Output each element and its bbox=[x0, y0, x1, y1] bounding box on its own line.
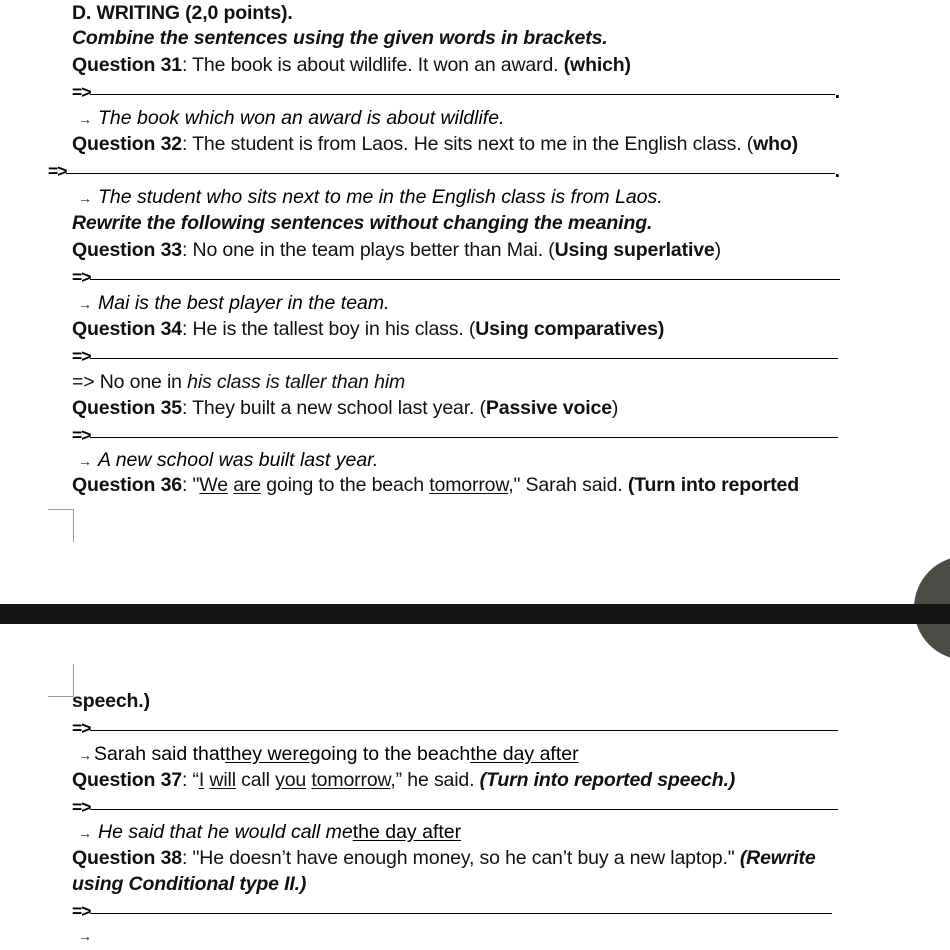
blank-prefix: => bbox=[72, 797, 91, 817]
question-38-text: "He doesn’t have enough money, so he can’t buy a new laptop." bbox=[192, 847, 740, 869]
question-36-answer-underline-2: the day after bbox=[470, 743, 579, 765]
question-37-underline-4: tomorrow bbox=[311, 769, 391, 791]
question-37-colon: : bbox=[181, 769, 193, 791]
question-37-mid-2: call bbox=[235, 769, 276, 791]
question-36-answer bbox=[72, 741, 579, 769]
question-32-label: Question 32 bbox=[72, 133, 182, 155]
blank-prefix: => bbox=[48, 161, 67, 181]
question-33-cue-close: ) bbox=[714, 239, 721, 261]
question-32-colon: : bbox=[181, 133, 193, 155]
question-37-quote-open: “ bbox=[192, 769, 199, 791]
question-33-prompt bbox=[72, 237, 721, 264]
question-36-mid-2: going to the beach bbox=[260, 474, 430, 496]
question-37-answer-italic: He said that he would call me bbox=[98, 821, 353, 843]
arrow-right-icon: → bbox=[78, 190, 92, 206]
question-37-answer-blank[interactable] bbox=[72, 794, 838, 821]
question-37-prompt bbox=[72, 767, 735, 794]
blank-prefix: => bbox=[72, 346, 91, 366]
blank-rule[interactable] bbox=[90, 437, 838, 438]
question-31-prompt bbox=[72, 52, 631, 79]
question-37-underline-1: I bbox=[198, 769, 205, 791]
blank-rule[interactable] bbox=[90, 358, 838, 359]
question-37-cue: (Turn into reported speech.) bbox=[479, 769, 736, 791]
question-36-cue-continued: speech.) bbox=[72, 690, 150, 712]
question-38-colon: : bbox=[181, 847, 193, 869]
section-heading: D. WRITING (2,0 points). bbox=[72, 2, 293, 24]
question-34-prompt bbox=[72, 316, 664, 343]
question-32-cue: who bbox=[753, 133, 792, 155]
question-37-quote-close: ,” bbox=[390, 769, 408, 791]
arrow-right-icon: → bbox=[78, 453, 92, 469]
question-32-prompt bbox=[72, 131, 798, 158]
arrow-right-icon: → bbox=[78, 928, 92, 944]
question-31-cue: (which) bbox=[563, 54, 631, 76]
blank-rule[interactable] bbox=[90, 913, 832, 914]
question-38-cue-continued: using Conditional type II.) bbox=[72, 873, 307, 895]
question-37-answer bbox=[72, 819, 461, 847]
question-36-underline-3: tomorrow bbox=[429, 474, 509, 496]
question-33-label: Question 33 bbox=[72, 239, 182, 261]
question-33-answer bbox=[72, 290, 390, 318]
question-35-answer-blank[interactable] bbox=[72, 422, 838, 449]
question-31-label: Question 31 bbox=[72, 54, 182, 76]
arrow-right-icon: → bbox=[78, 747, 92, 763]
arrow-right-icon: → bbox=[78, 296, 92, 312]
question-36-prompt bbox=[72, 472, 799, 499]
question-32-answer-text: The student who sits next to me in the English class is from Laos. bbox=[98, 186, 663, 208]
blank-prefix: => bbox=[72, 82, 91, 102]
question-35-prompt bbox=[72, 395, 618, 422]
question-34-answer bbox=[72, 369, 405, 396]
blank-rule[interactable] bbox=[90, 279, 840, 280]
question-31-answer-blank[interactable] bbox=[72, 79, 840, 106]
question-35-answer bbox=[72, 447, 378, 475]
question-38-prompt bbox=[72, 845, 816, 872]
question-34-cue-close: ) bbox=[657, 318, 665, 340]
question-34-text: He is the tallest boy in his class. ( bbox=[192, 318, 476, 340]
question-34-colon: : bbox=[181, 318, 193, 340]
blank-end-period: . bbox=[834, 160, 840, 182]
question-36-quote-open: " bbox=[192, 474, 200, 496]
blank-prefix: => bbox=[72, 425, 91, 445]
question-35-cue: Passive voice bbox=[485, 397, 612, 419]
blank-prefix: => bbox=[72, 901, 91, 921]
question-31-answer-text: The book which won an award is about wildlife. bbox=[98, 107, 505, 129]
question-33-text: No one in the team plays better than Mai. ( bbox=[192, 239, 555, 261]
question-35-cue-close: ) bbox=[611, 397, 619, 419]
question-32-answer-blank[interactable] bbox=[48, 158, 840, 185]
question-36-attribution: Sarah said. bbox=[525, 474, 628, 496]
question-32-text: The student is from Laos. He sits next to me in the English class. ( bbox=[192, 133, 754, 155]
question-36-answer-blank[interactable] bbox=[72, 715, 838, 742]
question-33-colon: : bbox=[181, 239, 193, 261]
question-36-answer-part-1: Sarah said that bbox=[94, 743, 226, 765]
question-37-answer-underline: the day after bbox=[352, 821, 462, 843]
question-36-label: Question 36 bbox=[72, 474, 182, 496]
question-37-label: Question 37 bbox=[72, 769, 182, 791]
question-36-quote-close: ," bbox=[508, 474, 526, 496]
page-two bbox=[0, 624, 950, 947]
question-34-label: Question 34 bbox=[72, 318, 182, 340]
question-36-underline-2: are bbox=[233, 474, 261, 496]
question-31-text: The book is about wildlife. It won an award. bbox=[192, 54, 564, 76]
blank-end-period: . bbox=[834, 81, 840, 103]
question-36-colon: : bbox=[181, 474, 193, 496]
page-one-bottom-corner-mark bbox=[48, 509, 74, 547]
instruction-rewrite: Rewrite the following sentences without changing the meaning. bbox=[72, 212, 653, 234]
question-34-cue: Using comparatives bbox=[475, 318, 658, 340]
blank-prefix: => bbox=[72, 718, 91, 738]
question-35-answer-text: A new school was built last year. bbox=[98, 449, 379, 471]
blank-rule[interactable] bbox=[90, 730, 838, 731]
question-33-answer-text: Mai is the best player in the team. bbox=[98, 292, 390, 314]
page-two-top-corner-mark bbox=[48, 659, 74, 697]
page-gap-black-bar bbox=[0, 604, 950, 624]
question-33-cue: Using superlative bbox=[554, 239, 715, 261]
question-34-answer-text: his class is taller than him bbox=[187, 371, 406, 393]
question-35-colon: : bbox=[181, 397, 193, 419]
question-33-answer-blank[interactable] bbox=[72, 264, 840, 291]
blank-rule[interactable] bbox=[66, 173, 834, 174]
question-32-answer bbox=[72, 184, 663, 212]
question-38-answer bbox=[72, 923, 98, 950]
question-38-cue: (Rewrite bbox=[739, 847, 816, 869]
question-35-text: They built a new school last year. ( bbox=[192, 397, 486, 419]
question-36-underline-1: We bbox=[199, 474, 228, 496]
question-36-answer-underline-1: they were bbox=[225, 743, 310, 765]
question-35-label: Question 35 bbox=[72, 397, 182, 419]
question-34-answer-prefix: => No one in bbox=[72, 371, 188, 393]
blank-rule[interactable] bbox=[90, 809, 838, 810]
question-37-attribution: he said. bbox=[407, 769, 480, 791]
question-32-cue-close: ) bbox=[791, 133, 799, 155]
arrow-right-icon: → bbox=[78, 825, 92, 841]
question-34-answer-blank[interactable] bbox=[72, 343, 838, 370]
question-36-answer-part-2: going to the beach bbox=[309, 743, 471, 765]
question-31-answer bbox=[72, 105, 504, 133]
blank-rule[interactable] bbox=[90, 94, 834, 95]
instruction-combine: Combine the sentences using the given words in brackets. bbox=[72, 27, 608, 49]
arrow-right-icon: → bbox=[78, 111, 92, 127]
question-38-label: Question 38 bbox=[72, 847, 182, 869]
blank-prefix: => bbox=[72, 267, 91, 287]
question-36-cue: (Turn into reported bbox=[627, 474, 799, 496]
question-38-answer-blank[interactable] bbox=[72, 898, 832, 925]
question-37-underline-2: will bbox=[209, 769, 236, 791]
question-31-colon: : bbox=[181, 54, 193, 76]
question-37-underline-3: you bbox=[275, 769, 307, 791]
